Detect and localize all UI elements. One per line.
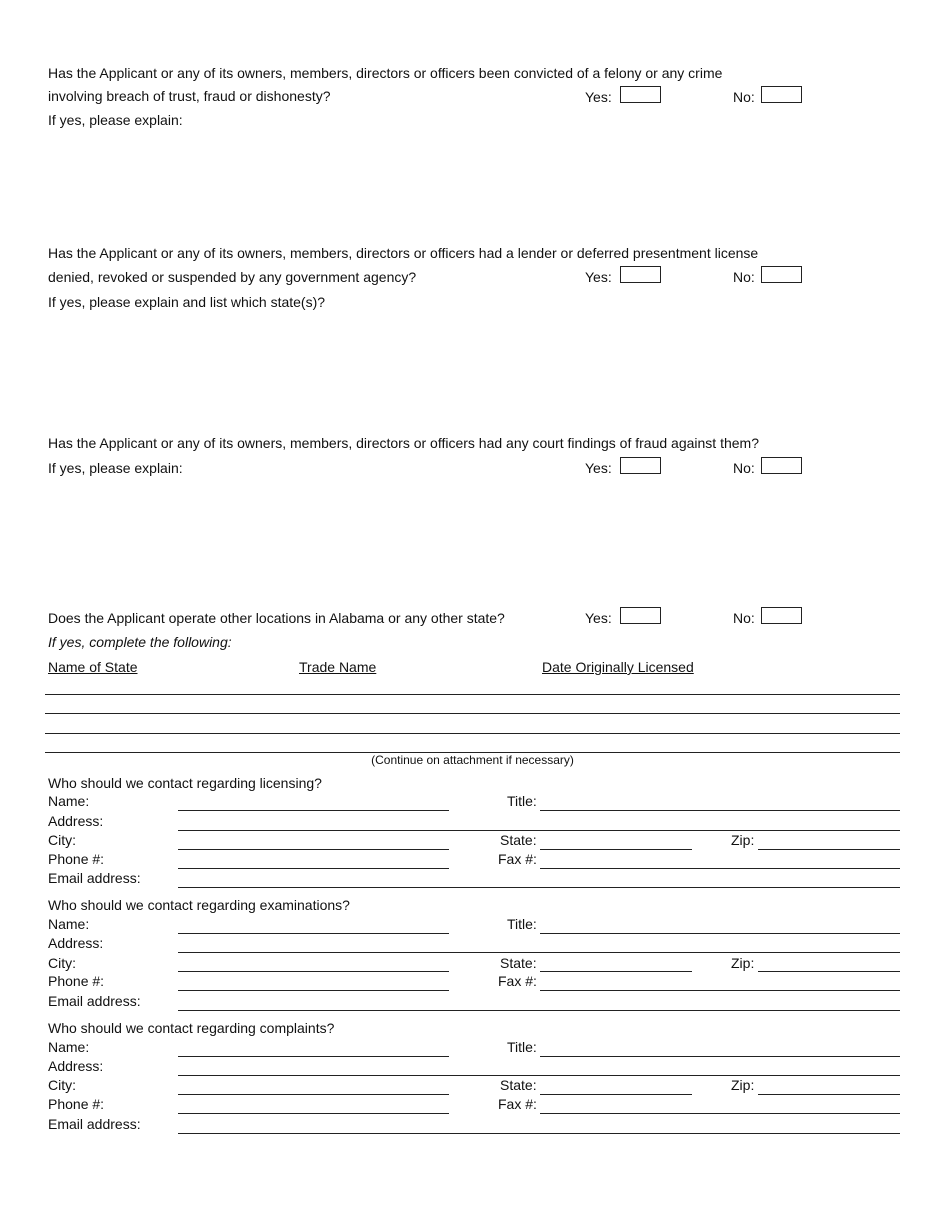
state-label: State: (500, 955, 537, 971)
contact-complaints-heading: Who should we contact regarding complaints? (48, 1020, 335, 1036)
question-3-yes-label: Yes: (585, 460, 612, 476)
locations-row-line[interactable] (45, 733, 900, 734)
state-label: State: (500, 832, 537, 848)
question-4-yes-checkbox[interactable] (620, 607, 661, 624)
question-4-no-label: No: (733, 610, 755, 626)
state-label: State: (500, 1077, 537, 1093)
licensing-email-field[interactable] (178, 887, 900, 888)
examinations-title-field[interactable] (540, 933, 900, 934)
header-date-originally-licensed: Date Originally Licensed (542, 659, 694, 675)
title-label: Title: (507, 793, 537, 809)
complaints-address-field[interactable] (178, 1075, 900, 1076)
complaints-fax-field[interactable] (540, 1113, 900, 1114)
question-4-yes-label: Yes: (585, 610, 612, 626)
question-1-yes-label: Yes: (585, 89, 612, 105)
header-name-of-state: Name of State (48, 659, 138, 675)
examinations-email-field[interactable] (178, 1010, 900, 1011)
complaints-zip-field[interactable] (758, 1094, 900, 1095)
title-label: Title: (507, 916, 537, 932)
licensing-state-field[interactable] (540, 849, 692, 850)
zip-label: Zip: (731, 832, 755, 848)
zip-label: Zip: (731, 1077, 755, 1093)
examinations-fax-field[interactable] (540, 990, 900, 991)
locations-row-line[interactable] (45, 694, 900, 695)
contact-examinations-heading: Who should we contact regarding examinations? (48, 897, 350, 913)
email-label: Email address: (48, 1116, 141, 1132)
question-4-instruction: If yes, complete the following: (48, 634, 232, 650)
question-4-line-1: Does the Applicant operate other locations in Alabama or any other state? (48, 610, 505, 626)
examinations-phone-field[interactable] (178, 990, 449, 991)
examinations-state-field[interactable] (540, 971, 692, 972)
complaints-title-field[interactable] (540, 1056, 900, 1057)
name-label: Name: (48, 916, 90, 932)
name-label: Name: (48, 1039, 90, 1055)
fax-label: Fax #: (498, 973, 537, 989)
question-3-explain-label: If yes, please explain: (48, 460, 183, 476)
question-3-yes-checkbox[interactable] (620, 457, 661, 474)
licensing-address-field[interactable] (178, 830, 900, 831)
question-2-yes-label: Yes: (585, 269, 612, 285)
examinations-city-field[interactable] (178, 971, 449, 972)
examinations-zip-field[interactable] (758, 971, 900, 972)
licensing-city-field[interactable] (178, 849, 449, 850)
licensing-title-field[interactable] (540, 810, 900, 811)
address-label: Address: (48, 1058, 104, 1074)
question-3-no-label: No: (733, 460, 755, 476)
question-1-explain-label: If yes, please explain: (48, 112, 183, 128)
city-label: City: (48, 955, 76, 971)
licensing-zip-field[interactable] (758, 849, 900, 850)
examinations-address-field[interactable] (178, 952, 900, 953)
complaints-city-field[interactable] (178, 1094, 449, 1095)
question-2-line-2: denied, revoked or suspended by any government agency? (48, 269, 417, 285)
address-label: Address: (48, 935, 104, 951)
question-2-no-checkbox[interactable] (761, 266, 802, 283)
complaints-name-field[interactable] (178, 1056, 449, 1057)
question-3-line-1: Has the Applicant or any of its owners, members, directors or officers had any court findings of fraud against them? (48, 435, 759, 451)
city-label: City: (48, 1077, 76, 1093)
fax-label: Fax #: (498, 1096, 537, 1112)
question-3-no-checkbox[interactable] (761, 457, 802, 474)
title-label: Title: (507, 1039, 537, 1055)
licensing-fax-field[interactable] (540, 868, 900, 869)
question-1-line-2: involving breach of trust, fraud or dishonesty? (48, 88, 331, 104)
complaints-state-field[interactable] (540, 1094, 692, 1095)
question-2-yes-checkbox[interactable] (620, 266, 661, 283)
licensing-phone-field[interactable] (178, 868, 449, 869)
phone-label: Phone #: (48, 1096, 105, 1112)
question-2-no-label: No: (733, 269, 755, 285)
name-label: Name: (48, 793, 90, 809)
question-2-explain-label: If yes, please explain and list which state(s)? (48, 294, 326, 310)
question-1-line-1: Has the Applicant or any of its owners, members, directors or officers been convicted of a felony or any crime (48, 65, 723, 81)
email-label: Email address: (48, 870, 141, 886)
phone-label: Phone #: (48, 973, 105, 989)
locations-row-line[interactable] (45, 713, 900, 714)
header-trade-name: Trade Name (299, 659, 377, 675)
complaints-email-field[interactable] (178, 1133, 900, 1134)
question-1-no-checkbox[interactable] (761, 86, 802, 103)
fax-label: Fax #: (498, 851, 537, 867)
continue-note: (Continue on attachment if necessary) (371, 753, 574, 767)
question-1-no-label: No: (733, 89, 755, 105)
phone-label: Phone #: (48, 851, 105, 867)
zip-label: Zip: (731, 955, 755, 971)
contact-licensing-heading: Who should we contact regarding licensing? (48, 775, 322, 791)
question-4-no-checkbox[interactable] (761, 607, 802, 624)
city-label: City: (48, 832, 76, 848)
licensing-name-field[interactable] (178, 810, 449, 811)
question-1-yes-checkbox[interactable] (620, 86, 661, 103)
email-label: Email address: (48, 993, 141, 1009)
address-label: Address: (48, 813, 104, 829)
question-2-line-1: Has the Applicant or any of its owners, members, directors or officers had a lender or deferred presentment license (48, 245, 759, 261)
complaints-phone-field[interactable] (178, 1113, 449, 1114)
examinations-name-field[interactable] (178, 933, 449, 934)
